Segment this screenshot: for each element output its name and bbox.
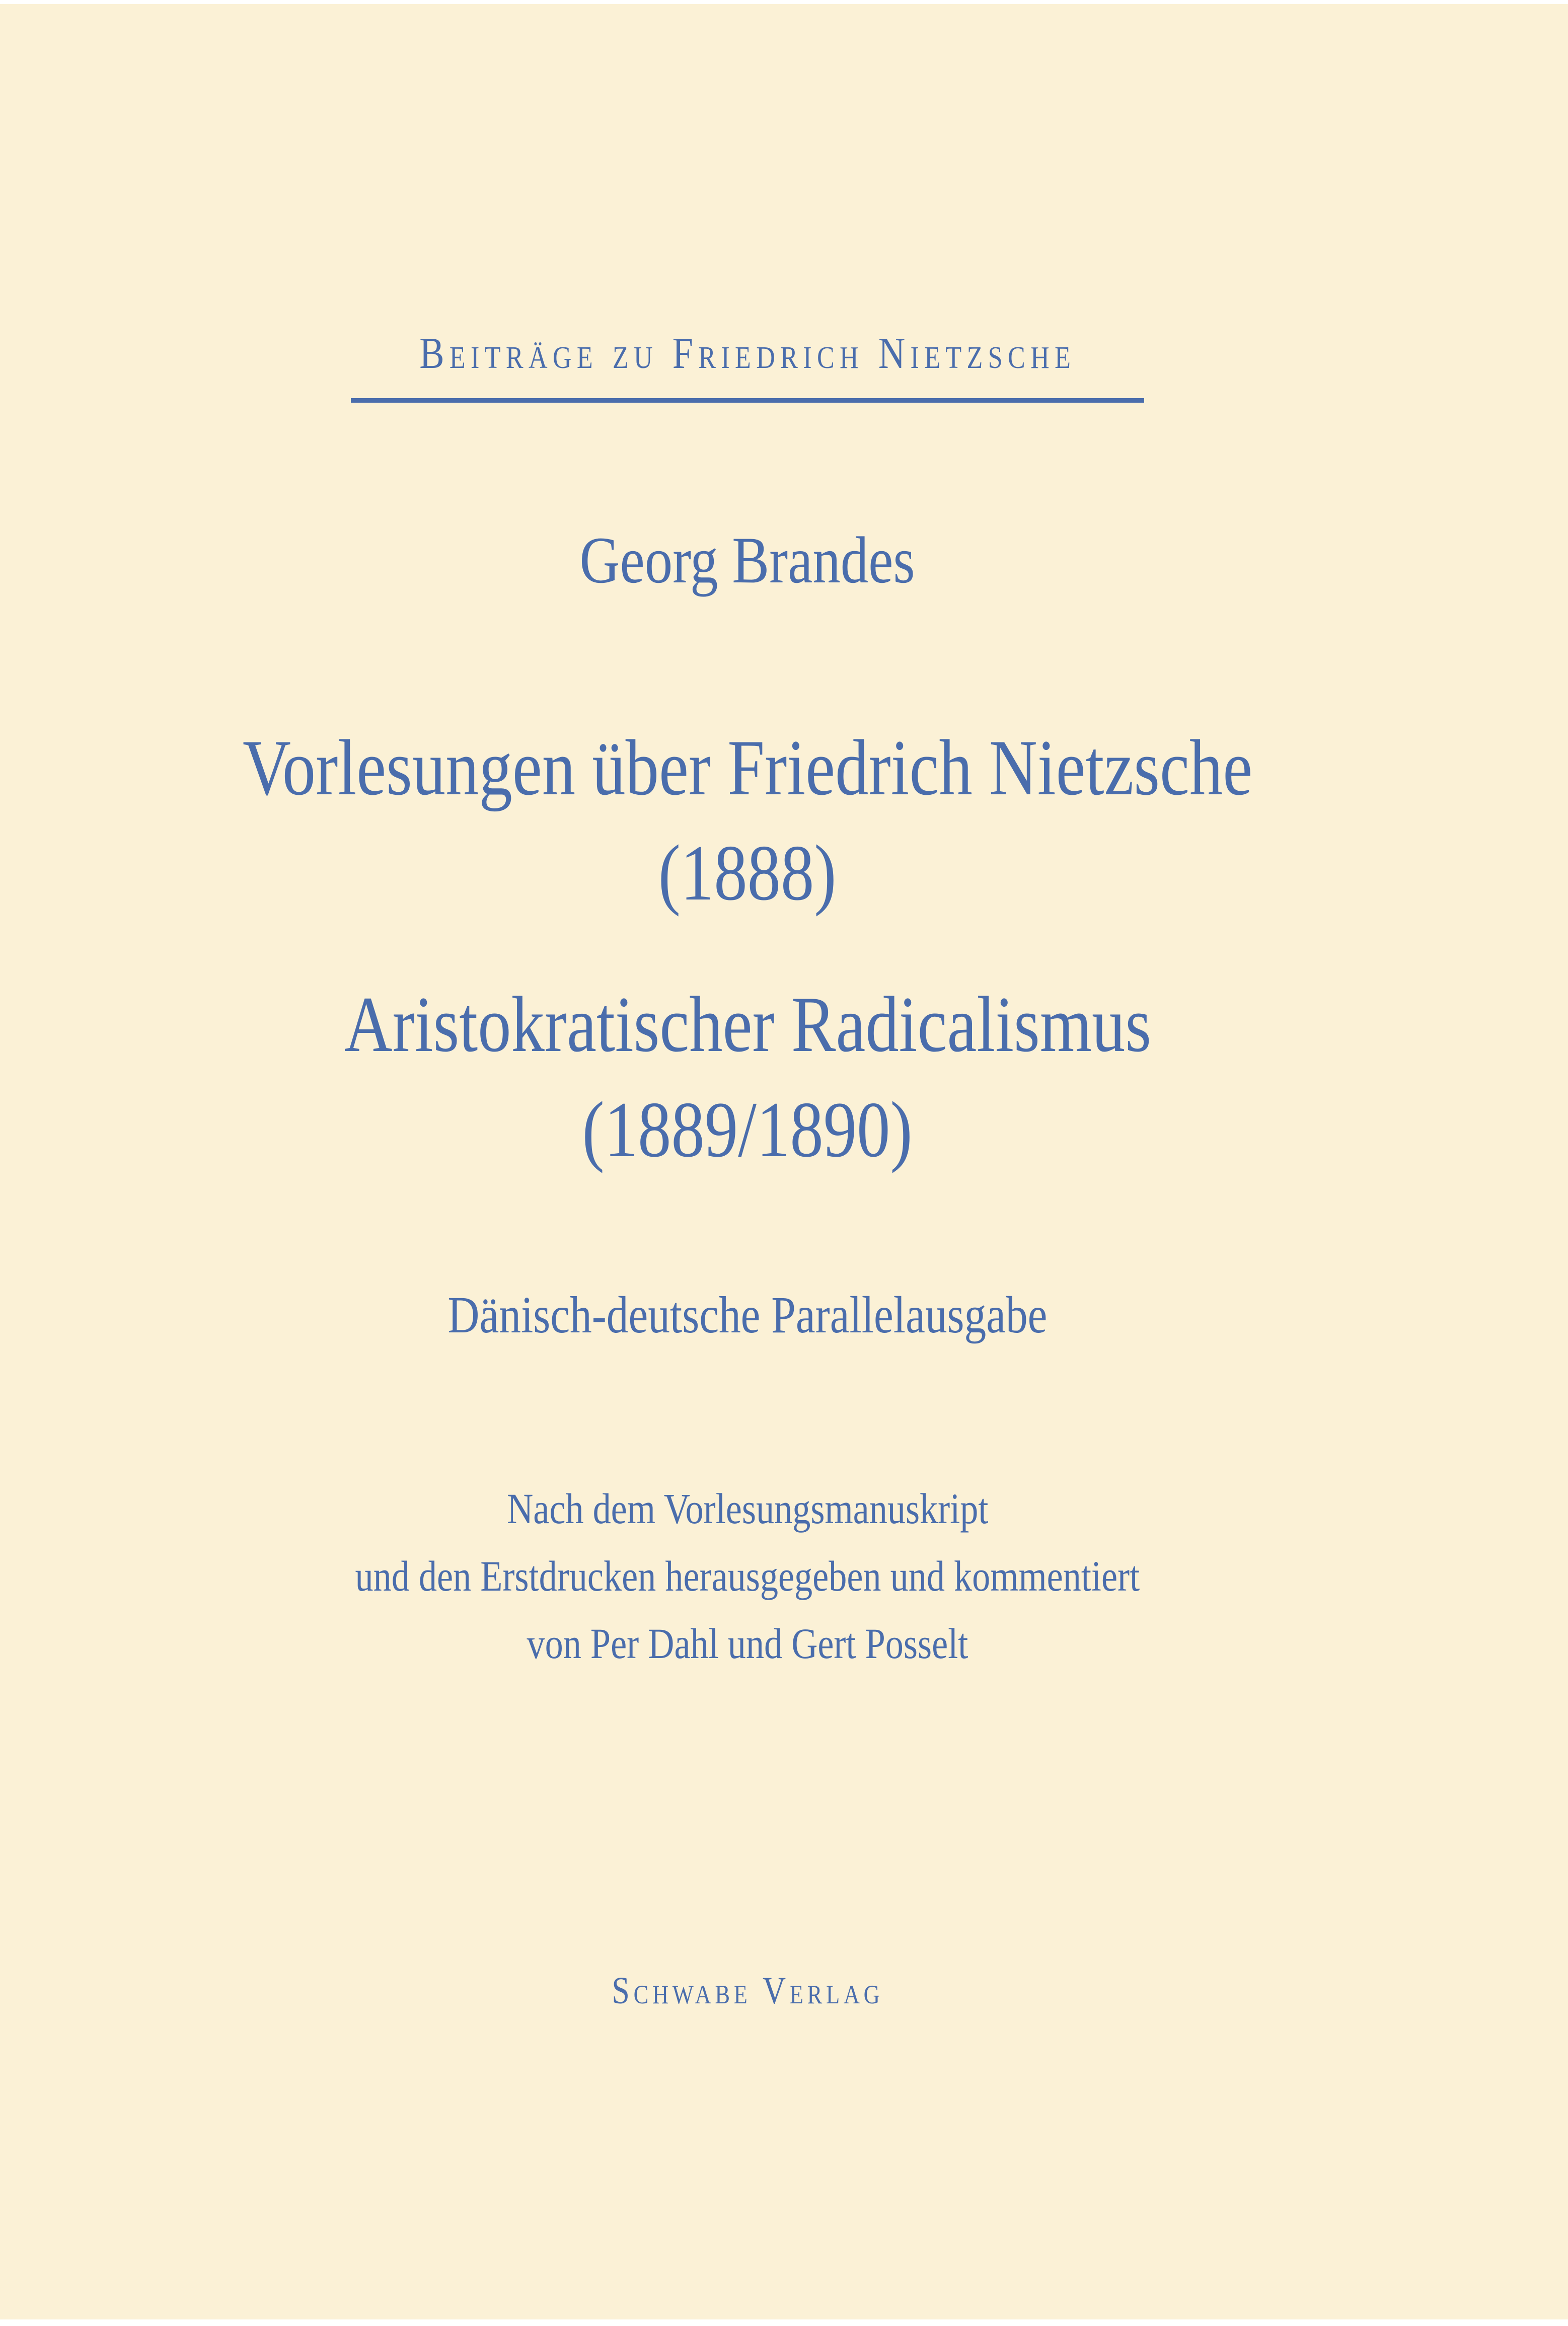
publisher-name-text: Schwabe Verlag (611, 1970, 884, 2012)
edition-note-line-2: und den Erstdrucken herausgegeben und kommentiert (355, 1552, 1140, 1601)
edition-note-line-3: von Per Dahl und Gert Posselt (527, 1619, 968, 1668)
main-title-1 (0, 716, 1495, 926)
series-title (0, 326, 1495, 382)
main-title-2 (0, 972, 1495, 1182)
edition-subtitle (0, 1283, 1495, 1348)
main-title-1-year: (1888) (658, 829, 837, 917)
main-title-2-year: (1889/1890) (582, 1085, 913, 1174)
publisher-name (0, 1967, 1495, 2015)
series-title-text: Beiträge zu Friedrich Nietzsche (419, 329, 1076, 378)
author-name-text: Georg Brandes (579, 523, 916, 597)
series-rule (351, 398, 1144, 403)
main-title-1-line-1: Vorlesungen über Friedrich Nietzsche (242, 724, 1253, 812)
edition-note-line-1: Nach dem Vorlesungsmanuskript (506, 1484, 989, 1533)
page-edge-top (0, 0, 1568, 4)
author-name (0, 518, 1495, 602)
page-edge-bottom (0, 2319, 1568, 2326)
edition-note (0, 1475, 1495, 1677)
edition-subtitle-text: Dänisch-deutsche Parallelausgabe (447, 1286, 1048, 1344)
main-title-2-line-1: Aristokratischer Radicalismus (344, 981, 1151, 1069)
